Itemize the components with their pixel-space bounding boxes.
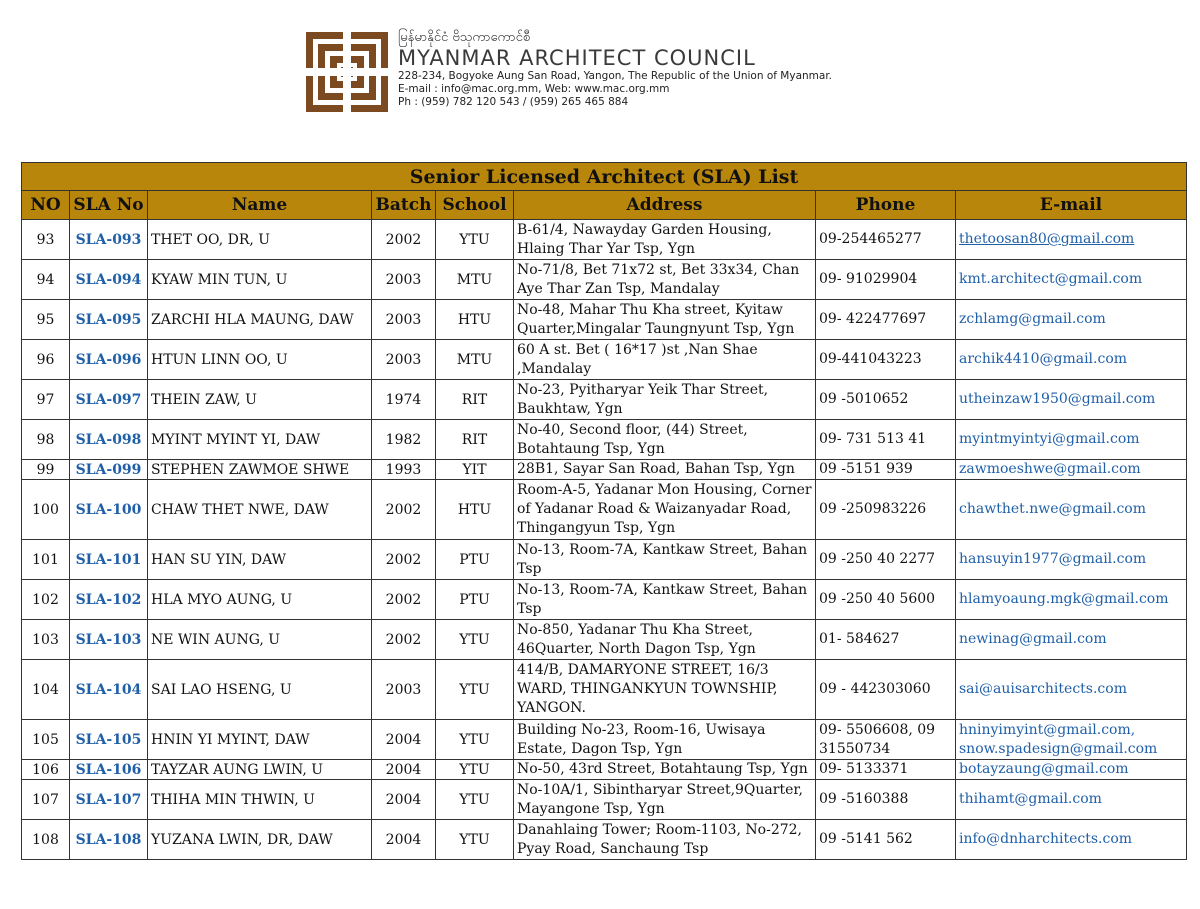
row-no: 102 bbox=[22, 580, 70, 620]
school: YIT bbox=[436, 460, 514, 480]
email-link[interactable]: hansuyin1977@gmail.com bbox=[959, 551, 1147, 567]
email-link[interactable]: myintmyintyi@gmail.com bbox=[959, 431, 1140, 447]
email[interactable] bbox=[956, 820, 1187, 860]
row-no: 103 bbox=[22, 620, 70, 660]
architect-name: STEPHEN ZAWMOE SHWE bbox=[148, 460, 372, 480]
phone: 09- 731 513 41 bbox=[816, 420, 956, 460]
sla-number: SLA-094 bbox=[70, 260, 148, 300]
address: No-48, Mahar Thu Kha street, Kyitaw Quarter,Mingalar Taungnyunt Tsp, Ygn bbox=[514, 300, 816, 340]
school: HTU bbox=[436, 480, 514, 540]
table-row bbox=[22, 420, 1187, 460]
address: No-13, Room-7A, Kantkaw Street, Bahan Tsp bbox=[514, 580, 816, 620]
column-header: School bbox=[436, 191, 514, 220]
batch-year: 2002 bbox=[372, 580, 436, 620]
email[interactable] bbox=[956, 300, 1187, 340]
table-row bbox=[22, 480, 1187, 540]
address: No-71/8, Bet 71x72 st, Bet 33x34, Chan Aye Thar Zan Tsp, Mandalay bbox=[514, 260, 816, 300]
phone: 09 -5141 562 bbox=[816, 820, 956, 860]
phone: 09-254465277 bbox=[816, 220, 956, 260]
email-link[interactable]: hninyimyint@gmail.com, bbox=[959, 721, 1136, 738]
batch-year: 2004 bbox=[372, 820, 436, 860]
school: YTU bbox=[436, 720, 514, 760]
school: MTU bbox=[436, 260, 514, 300]
phone: 01- 584627 bbox=[816, 620, 956, 660]
sla-number: SLA-100 bbox=[70, 480, 148, 540]
architect-name: THIHA MIN THWIN, U bbox=[148, 780, 372, 820]
school: YTU bbox=[436, 660, 514, 720]
column-header: E-mail bbox=[956, 191, 1187, 220]
architect-name: HAN SU YIN, DAW bbox=[148, 540, 372, 580]
email-link[interactable]: newinag@gmail.com bbox=[959, 631, 1107, 647]
phone: 09 -250 40 5600 bbox=[816, 580, 956, 620]
row-no: 96 bbox=[22, 340, 70, 380]
sla-number: SLA-105 bbox=[70, 720, 148, 760]
sla-number: SLA-103 bbox=[70, 620, 148, 660]
row-no: 101 bbox=[22, 540, 70, 580]
school: MTU bbox=[436, 340, 514, 380]
row-no: 94 bbox=[22, 260, 70, 300]
address: Building No-23, Room-16, Uwisaya Estate, Dagon Tsp, Ygn bbox=[514, 720, 816, 760]
batch-year: 2003 bbox=[372, 340, 436, 380]
phone: 09- 91029904 bbox=[816, 260, 956, 300]
sla-table bbox=[21, 162, 1187, 860]
email-link[interactable]: sai@auisarchitects.com bbox=[959, 681, 1127, 697]
org-address: 228-234, Bogyoke Aung San Road, Yangon, The Republic of the Union of Myanmar. bbox=[398, 70, 833, 82]
row-no: 98 bbox=[22, 420, 70, 460]
school: YTU bbox=[436, 220, 514, 260]
sla-number: SLA-104 bbox=[70, 660, 148, 720]
batch-year: 2003 bbox=[372, 300, 436, 340]
architect-name: TAYZAR AUNG LWIN, U bbox=[148, 760, 372, 780]
table-row bbox=[22, 620, 1187, 660]
email-link[interactable]: zchlamg@gmail.com bbox=[959, 311, 1106, 327]
row-no: 99 bbox=[22, 460, 70, 480]
email-link[interactable]: botayzaung@gmail.com bbox=[959, 761, 1129, 777]
email[interactable] bbox=[956, 220, 1187, 260]
email-link[interactable]: hlamyoaung.mgk@gmail.com bbox=[959, 591, 1169, 607]
phone: 09 -5160388 bbox=[816, 780, 956, 820]
email-link[interactable]: archik4410@gmail.com bbox=[959, 351, 1128, 367]
council-logo-icon bbox=[306, 32, 388, 112]
batch-year: 1974 bbox=[372, 380, 436, 420]
batch-year: 2004 bbox=[372, 780, 436, 820]
sla-number: SLA-097 bbox=[70, 380, 148, 420]
batch-year: 2004 bbox=[372, 760, 436, 780]
phone: 09 -5151 939 bbox=[816, 460, 956, 480]
table-row bbox=[22, 760, 1187, 780]
sla-number: SLA-108 bbox=[70, 820, 148, 860]
architect-name: MYINT MYINT YI, DAW bbox=[148, 420, 372, 460]
sla-number: SLA-101 bbox=[70, 540, 148, 580]
email[interactable] bbox=[956, 620, 1187, 660]
phone: 09- 422477697 bbox=[816, 300, 956, 340]
table-row bbox=[22, 340, 1187, 380]
row-no: 100 bbox=[22, 480, 70, 540]
email-link[interactable]: chawthet.nwe@gmail.com bbox=[959, 501, 1147, 517]
row-no: 97 bbox=[22, 380, 70, 420]
phone: 09 -5010652 bbox=[816, 380, 956, 420]
batch-year: 2002 bbox=[372, 480, 436, 540]
address: 28B1, Sayar San Road, Bahan Tsp, Ygn bbox=[514, 460, 816, 480]
email-link[interactable]: snow.spadesign@gmail.com bbox=[959, 740, 1158, 757]
letterhead bbox=[306, 30, 926, 114]
address: 414/B, DAMARYONE STREET, 16/3 WARD, THINGANKYUN TOWNSHIP, YANGON. bbox=[514, 660, 816, 720]
email-link[interactable]: info@dnharchitects.com bbox=[959, 831, 1133, 847]
phone: 09 - 442303060 bbox=[816, 660, 956, 720]
school: RIT bbox=[436, 420, 514, 460]
email[interactable] bbox=[956, 780, 1187, 820]
row-no: 107 bbox=[22, 780, 70, 820]
architect-name: HLA MYO AUNG, U bbox=[148, 580, 372, 620]
batch-year: 2002 bbox=[372, 220, 436, 260]
batch-year: 2002 bbox=[372, 540, 436, 580]
architect-name: CHAW THET NWE, DAW bbox=[148, 480, 372, 540]
org-phone: Ph : (959) 782 120 543 / (959) 265 465 884 bbox=[398, 96, 629, 108]
sla-number: SLA-098 bbox=[70, 420, 148, 460]
row-no: 108 bbox=[22, 820, 70, 860]
email[interactable] bbox=[956, 660, 1187, 720]
batch-year: 2002 bbox=[372, 620, 436, 660]
myanmar-org-name: မြန်မာနိုင်ငံ ဗိသုကာကောင်စီ bbox=[398, 30, 531, 45]
sla-number: SLA-107 bbox=[70, 780, 148, 820]
architect-name: THEIN ZAW, U bbox=[148, 380, 372, 420]
address: No-23, Pyitharyar Yeik Thar Street, Baukhtaw, Ygn bbox=[514, 380, 816, 420]
address: No-50, 43rd Street, Botahtaung Tsp, Ygn bbox=[514, 760, 816, 780]
row-no: 104 bbox=[22, 660, 70, 720]
address: Room-A-5, Yadanar Mon Housing, Corner of Yadanar Road & Waizanyadar Road, Thingangyun Tsp, Ygn bbox=[514, 480, 816, 540]
address: Danahlaing Tower; Room-1103, No-272, Pyay Road, Sanchaung Tsp bbox=[514, 820, 816, 860]
batch-year: 1982 bbox=[372, 420, 436, 460]
email-link[interactable]: thetoosan80@gmail.com bbox=[959, 231, 1135, 247]
batch-year: 2003 bbox=[372, 660, 436, 720]
school: YTU bbox=[436, 620, 514, 660]
school: YTU bbox=[436, 760, 514, 780]
address: No-850, Yadanar Thu Kha Street, 46Quarter, North Dagon Tsp, Ygn bbox=[514, 620, 816, 660]
phone: 09- 5506608, 09 31550734 bbox=[816, 720, 956, 760]
email[interactable] bbox=[956, 760, 1187, 780]
architect-name: THET OO, DR, U bbox=[148, 220, 372, 260]
row-no: 105 bbox=[22, 720, 70, 760]
table-row bbox=[22, 780, 1187, 820]
org-name: MYANMAR ARCHITECT COUNCIL bbox=[398, 46, 756, 70]
architect-name: HTUN LINN OO, U bbox=[148, 340, 372, 380]
row-no: 106 bbox=[22, 760, 70, 780]
email[interactable] bbox=[956, 480, 1187, 540]
table-row bbox=[22, 380, 1187, 420]
sla-number: SLA-095 bbox=[70, 300, 148, 340]
email-link[interactable]: thihamt@gmail.com bbox=[959, 791, 1102, 807]
table-title: Senior Licensed Architect (SLA) List bbox=[22, 163, 1187, 191]
sla-number: SLA-102 bbox=[70, 580, 148, 620]
email[interactable] bbox=[956, 540, 1187, 580]
architect-name: KYAW MIN TUN, U bbox=[148, 260, 372, 300]
email[interactable] bbox=[956, 580, 1187, 620]
table-row bbox=[22, 580, 1187, 620]
batch-year: 1993 bbox=[372, 460, 436, 480]
email[interactable] bbox=[956, 260, 1187, 300]
school: YTU bbox=[436, 780, 514, 820]
school: PTU bbox=[436, 580, 514, 620]
email[interactable] bbox=[956, 380, 1187, 420]
sla-number: SLA-106 bbox=[70, 760, 148, 780]
column-header: SLA No bbox=[70, 191, 148, 220]
architect-name: ZARCHI HLA MAUNG, DAW bbox=[148, 300, 372, 340]
table-row bbox=[22, 300, 1187, 340]
batch-year: 2004 bbox=[372, 720, 436, 760]
email-link[interactable]: kmt.architect@gmail.com bbox=[959, 271, 1143, 287]
email[interactable] bbox=[956, 460, 1187, 480]
table-row bbox=[22, 820, 1187, 860]
table-row bbox=[22, 260, 1187, 300]
phone: 09-441043223 bbox=[816, 340, 956, 380]
row-no: 93 bbox=[22, 220, 70, 260]
batch-year: 2003 bbox=[372, 260, 436, 300]
architect-name: YUZANA LWIN, DR, DAW bbox=[148, 820, 372, 860]
column-header: Phone bbox=[816, 191, 956, 220]
address: 60 A st. Bet ( 16*17 )st ,Nan Shae ,Mandalay bbox=[514, 340, 816, 380]
table-row bbox=[22, 720, 1187, 760]
table-row bbox=[22, 660, 1187, 720]
school: PTU bbox=[436, 540, 514, 580]
email[interactable] bbox=[956, 720, 1187, 760]
address: B-61/4, Nawayday Garden Housing, Hlaing Thar Yar Tsp, Ygn bbox=[514, 220, 816, 260]
column-header: Address bbox=[514, 191, 816, 220]
school: HTU bbox=[436, 300, 514, 340]
column-header: Batch bbox=[372, 191, 436, 220]
phone: 09 -250983226 bbox=[816, 480, 956, 540]
table-row bbox=[22, 460, 1187, 480]
address: No-40, Second floor, (44) Street, Botahtaung Tsp, Ygn bbox=[514, 420, 816, 460]
school: RIT bbox=[436, 380, 514, 420]
phone: 09- 5133371 bbox=[816, 760, 956, 780]
address: No-10A/1, Sibintharyar Street,9Quarter, Mayangone Tsp, Ygn bbox=[514, 780, 816, 820]
table-row bbox=[22, 540, 1187, 580]
email-link[interactable]: zawmoeshwe@gmail.com bbox=[959, 461, 1141, 477]
school: YTU bbox=[436, 820, 514, 860]
sla-number: SLA-093 bbox=[70, 220, 148, 260]
address: No-13, Room-7A, Kantkaw Street, Bahan Tsp bbox=[514, 540, 816, 580]
sla-number: SLA-099 bbox=[70, 460, 148, 480]
row-no: 95 bbox=[22, 300, 70, 340]
phone: 09 -250 40 2277 bbox=[816, 540, 956, 580]
architect-name: NE WIN AUNG, U bbox=[148, 620, 372, 660]
email[interactable] bbox=[956, 420, 1187, 460]
architect-name: SAI LAO HSENG, U bbox=[148, 660, 372, 720]
email[interactable] bbox=[956, 340, 1187, 380]
column-header: NO bbox=[22, 191, 70, 220]
sla-number: SLA-096 bbox=[70, 340, 148, 380]
architect-name: HNIN YI MYINT, DAW bbox=[148, 720, 372, 760]
column-header: Name bbox=[148, 191, 372, 220]
email-link[interactable]: utheinzaw1950@gmail.com bbox=[959, 391, 1156, 407]
org-contact: E-mail : info@mac.org.mm, Web: www.mac.org.mm bbox=[398, 83, 670, 95]
table-row bbox=[22, 220, 1187, 260]
